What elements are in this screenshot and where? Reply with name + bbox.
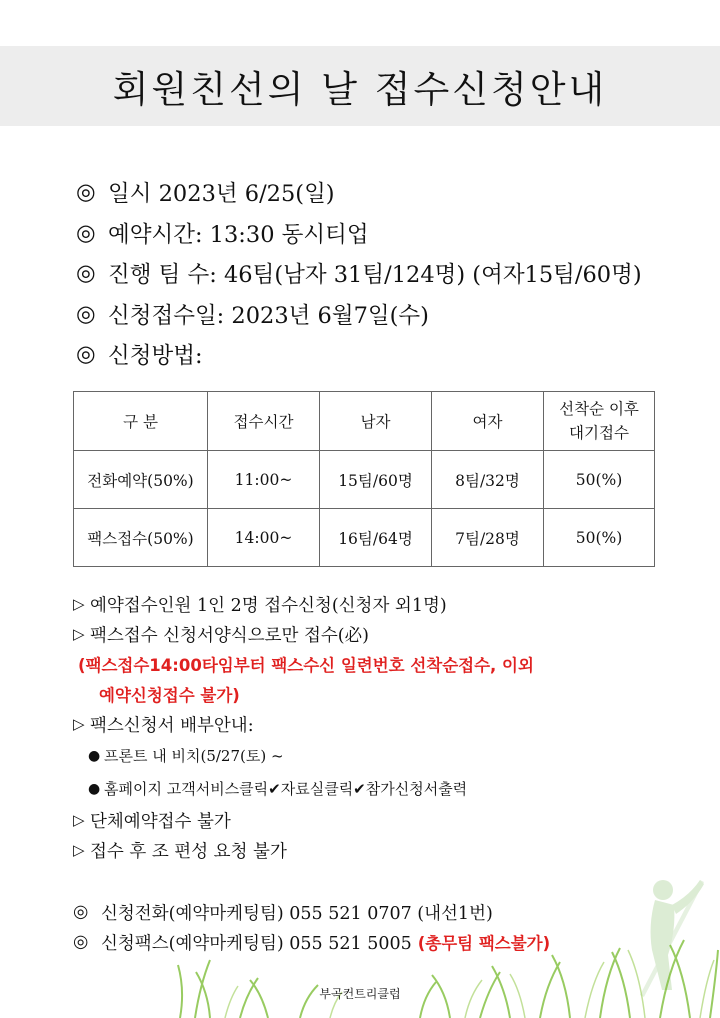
note-text: 팩스접수 신청서양식으로만 접수(必) xyxy=(90,625,369,646)
header-women: 여자 xyxy=(432,392,544,451)
contact-fax xyxy=(73,927,713,957)
note-text: 접수 후 조 편성 요청 불가 xyxy=(90,841,287,862)
info-date xyxy=(76,172,716,213)
header-men: 남자 xyxy=(320,392,432,451)
bullet-icon: ● xyxy=(88,780,101,797)
cell-women: 8팀/32명 xyxy=(432,451,544,509)
bullet-icon: ● xyxy=(88,747,101,764)
info-method-text: 신청방법: xyxy=(108,343,203,370)
cell-men: 16팀/64명 xyxy=(320,509,432,567)
info-time-text: 예약시간: 13:30 동시티업 xyxy=(108,221,369,248)
table-header-row xyxy=(74,392,655,451)
header-waitlist-line1: 선착순 이후 xyxy=(559,400,639,418)
double-circle-icon: ◎ xyxy=(73,932,89,952)
event-info xyxy=(76,172,716,375)
double-circle-icon: ◎ xyxy=(76,300,96,327)
note-text: 팩스신청서 배부안내: xyxy=(90,715,254,736)
note-item xyxy=(73,805,713,835)
title-bar xyxy=(0,46,720,126)
contact-section xyxy=(73,897,713,957)
triangle-right-icon: ▷ xyxy=(73,595,85,613)
schedule-table xyxy=(73,391,655,567)
sub-item xyxy=(73,739,713,772)
notes-section xyxy=(73,589,713,865)
double-circle-icon: ◎ xyxy=(76,260,96,287)
page-title: 회원친선의 날 접수신청안내 xyxy=(112,68,608,111)
cell-time: 11:00~ xyxy=(208,451,320,509)
note-item xyxy=(73,835,713,865)
contact-fax-text: 신청팩스(예약마케팅팀) 055 521 5005 xyxy=(101,933,412,954)
triangle-right-icon: ▷ xyxy=(73,625,85,643)
header-waitlist xyxy=(544,392,655,451)
double-circle-icon: ◎ xyxy=(76,341,96,368)
fax-warning: (총무팀 팩스불가) xyxy=(417,934,551,953)
cell-waitlist: 50(%) xyxy=(544,509,655,567)
info-apply-date xyxy=(76,294,716,335)
note-text: 단체예약접수 불가 xyxy=(90,811,231,832)
note-item xyxy=(73,709,713,739)
sub-item xyxy=(73,772,713,805)
warning-line-1: (팩스접수14:00타임부터 팩스수신 일련번호 선착순접수, 이외 xyxy=(78,656,534,675)
cell-time: 14:00~ xyxy=(208,509,320,567)
cell-men: 15팀/60명 xyxy=(320,451,432,509)
info-time xyxy=(76,213,716,254)
sub-item-text: 홈페이지 고객서비스클릭✔자료실클릭✔참가신청서출력 xyxy=(104,780,468,798)
table-row xyxy=(74,509,655,567)
double-circle-icon: ◎ xyxy=(73,902,89,922)
contact-phone-text: 신청전화(예약마케팅팀) 055 521 0707 (내선1번) xyxy=(101,903,493,924)
sub-item-text: 프론트 내 비치(5/27(토) ~ xyxy=(104,747,284,765)
grass-blades-light xyxy=(225,950,714,1018)
header-time: 접수시간 xyxy=(208,392,320,451)
triangle-right-icon: ▷ xyxy=(73,811,85,829)
warning-line-2: 예약신청접수 불가) xyxy=(99,686,240,705)
info-teams-text: 진행 팀 수: 46팀(남자 31팀/124명) (여자15팀/60명) xyxy=(108,262,642,289)
note-text: 예약접수인원 1인 2명 접수신청(신청자 외1명) xyxy=(90,595,447,616)
cell-waitlist: 50(%) xyxy=(544,451,655,509)
note-item xyxy=(73,589,713,619)
triangle-right-icon: ▷ xyxy=(73,841,85,859)
info-method xyxy=(76,334,716,375)
header-waitlist-line2: 대기접수 xyxy=(569,424,629,442)
header-category: 구 분 xyxy=(74,392,208,451)
cell-category: 팩스접수(50%) xyxy=(74,509,208,567)
triangle-right-icon: ▷ xyxy=(73,715,85,733)
cell-category: 전화예약(50%) xyxy=(74,451,208,509)
double-circle-icon: ◎ xyxy=(76,219,96,246)
double-circle-icon: ◎ xyxy=(76,179,96,206)
cell-women: 7팀/28명 xyxy=(432,509,544,567)
footer-club-name: 부곡컨트리클럽 xyxy=(319,987,401,1001)
info-apply-date-text: 신청접수일: 2023년 6월7일(수) xyxy=(108,302,429,329)
info-teams xyxy=(76,253,716,294)
table-row xyxy=(74,451,655,509)
note-item xyxy=(73,619,713,649)
contact-phone xyxy=(73,897,713,927)
info-date-text: 일시 2023년 6/25(일) xyxy=(108,181,335,208)
